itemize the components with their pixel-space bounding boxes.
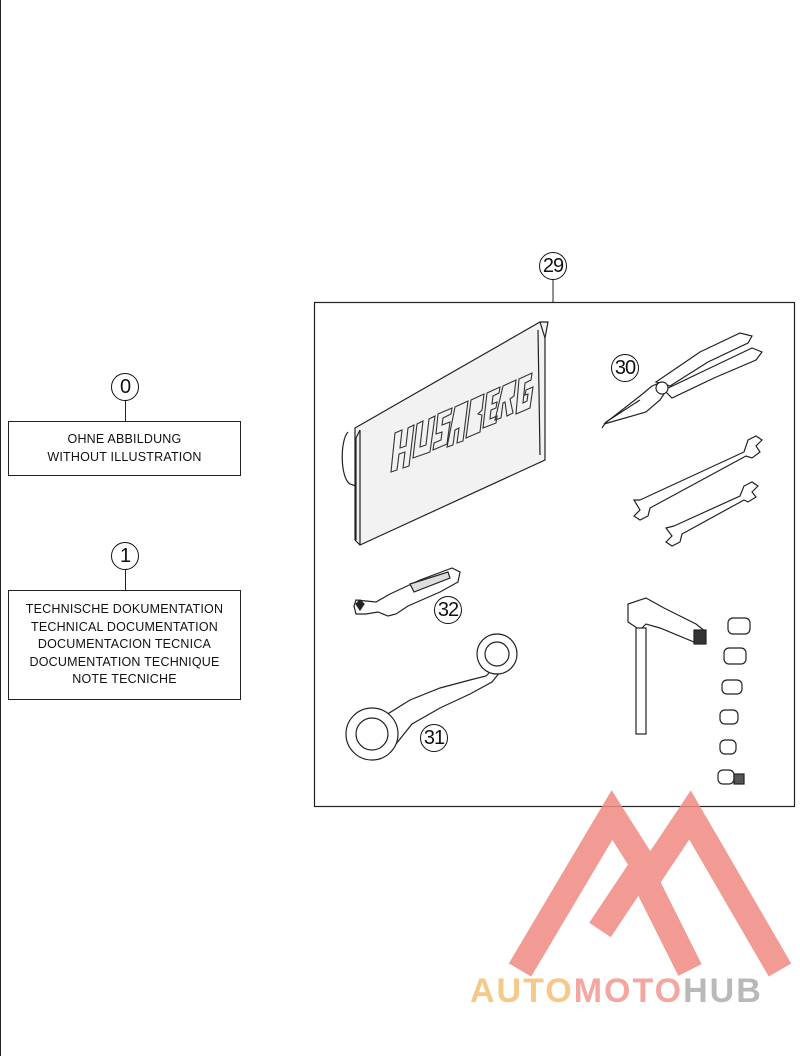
callout-32 [434,596,462,624]
callout-32-label: 32 [437,598,459,621]
open-end-wrench-large [634,436,762,520]
box-1-line-4: DOCUMENTATION TECHNIQUE [29,654,220,669]
box-1-line-5: NOTE TECNICHE [72,672,177,687]
watermark-hub: HUB [683,972,763,1010]
watermark-moto: MOTO [573,972,684,1010]
box-1-line-1: TECHNISCHE DOKUMENTATION [25,602,224,617]
callout-30 [611,354,639,382]
tool-pouch [342,322,548,545]
socket-set [718,618,750,784]
callout-1-label: 1 [119,544,131,567]
box-0-line-2: WITHOUT ILLUSTRATION [47,449,202,464]
watermark-text [470,972,798,1016]
callout-29-label: 29 [542,254,564,277]
box-1-line-3: DOCUMENTACION TECNICA [37,637,212,652]
callout-31-label: 31 [423,726,445,749]
watermark-logo [520,815,780,970]
callout-30-label: 30 [614,356,636,379]
watermark-auto: AUTO [470,972,574,1010]
callout-31 [420,724,448,752]
callout-0-label: 0 [119,375,131,398]
box-0-line-1: OHNE ABBILDUNG [67,432,182,446]
box-1-line-2: TECHNICAL DOCUMENTATION [30,619,218,634]
t-handle-driver [628,598,706,734]
